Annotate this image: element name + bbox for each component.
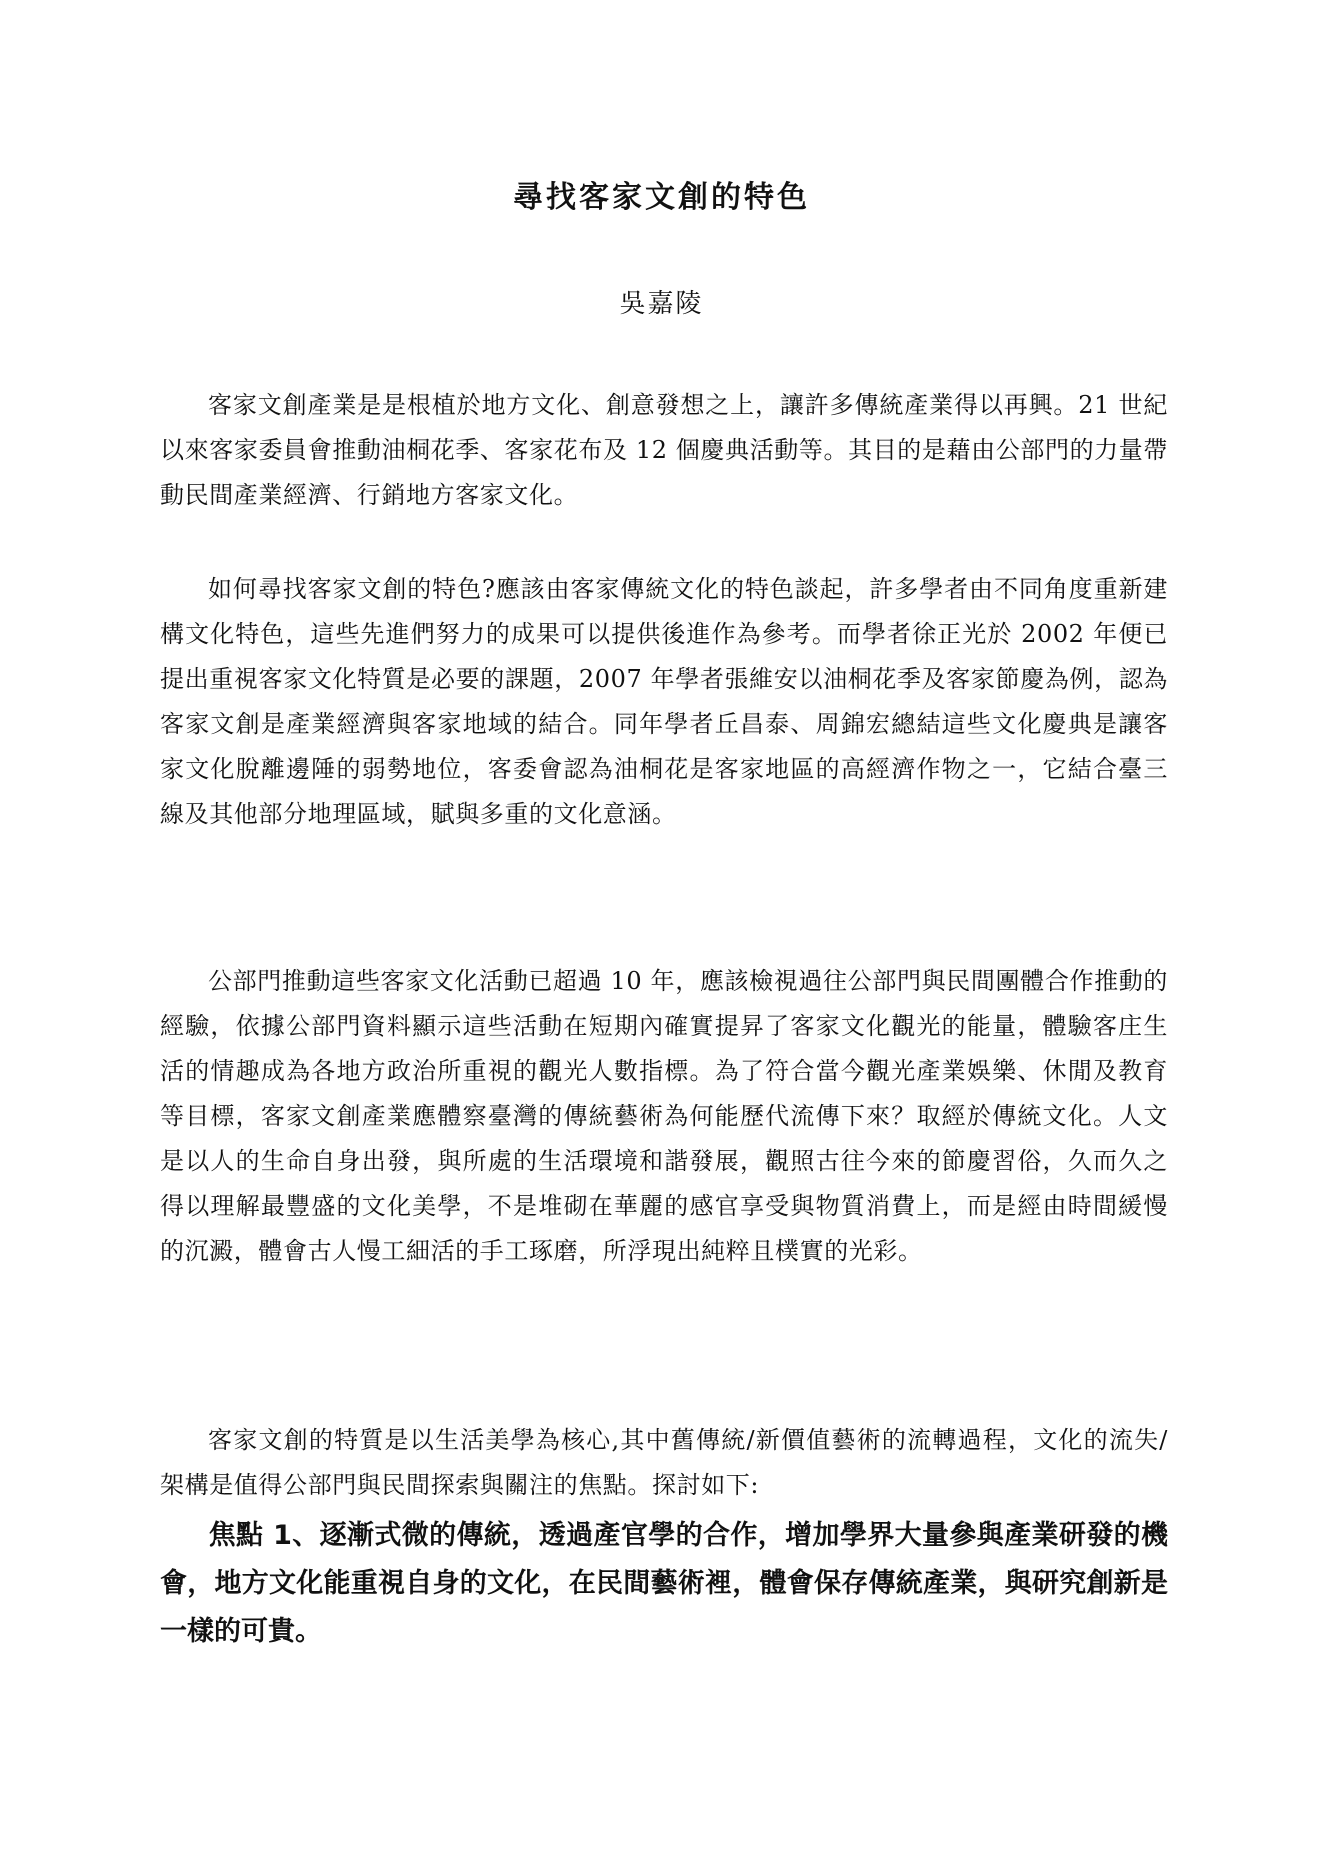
paragraph-aesthetics: 客家文創的特質是以生活美學為核心,其中舊傳統/新價值藝術的流轉過程，文化的流失/架構是值得公部門與民間探索與關注的焦點。探討如下:	[160, 1426, 1168, 1499]
document-author: 吳嘉陵	[619, 289, 704, 319]
focus-point-1: 焦點 1、逐漸式微的傳統，透過產官學的合作，增加學界大量參與產業研發的機會，地方文化能重視自身的文化，在民間藝術裡，體會保存傳統產業，與研究創新是一樣的可貴。	[160, 1520, 1168, 1647]
paragraph-intro: 客家文創產業是是根植於地方文化、創意發想之上，讓許多傳統產業得以再興。21 世紀以來客家委員會推動油桐花季、客家花布及 12 個慶典活動等。其目的是藉由公部門的力量帶動民間產業經濟、行銷地方客家文化。	[160, 391, 1168, 509]
paragraph-public-sector: 公部門推動這些客家文化活動已超過 10 年，應該檢視過往公部門與民間團體合作推動的經驗，依據公部門資料顯示這些活動在短期內確實提昇了客家文化觀光的能量，體驗客庄生活的情趣成為各地方政治所重視的觀光人數指標。為了符合當今觀光產業娛樂、休閒及教育等目標，客家文創產業應體察臺灣的傳統藝術為何能歷代流傳下來？取經於傳統文化。人文是以人的生命自身出發，與所處的生活環境和諧發展，觀照古往今來的節慶習俗，久而久之得以理解最豐盛的文化美學，不是堆砌在華麗的感官享受與物質消費上，而是經由時間緩慢的沉澱，體會古人慢工細活的手工琢磨，所浮現出純粹且樸實的光彩。	[160, 967, 1168, 1265]
document-title: 尋找客家文創的特色	[513, 180, 810, 215]
paragraph-scholars: 如何尋找客家文創的特色?應該由客家傳統文化的特色談起，許多學者由不同角度重新建構文化特色，這些先進們努力的成果可以提供後進作為參考。而學者徐正光於 2002 年便已提出重視客家文化特質是必要的課題，2007 年學者張維安以油桐花季及客家節慶為例，認為客家文創是產業經濟與客家地域的結合。同年學者丘昌泰、周錦宏總結這些文化慶典是讓客家文化脫離邊陲的弱勢地位，客委會認為油桐花是客家地區的高經濟作物之一，它結合臺三線及其他部分地理區域，賦與多重的文化意涵。	[160, 575, 1168, 828]
